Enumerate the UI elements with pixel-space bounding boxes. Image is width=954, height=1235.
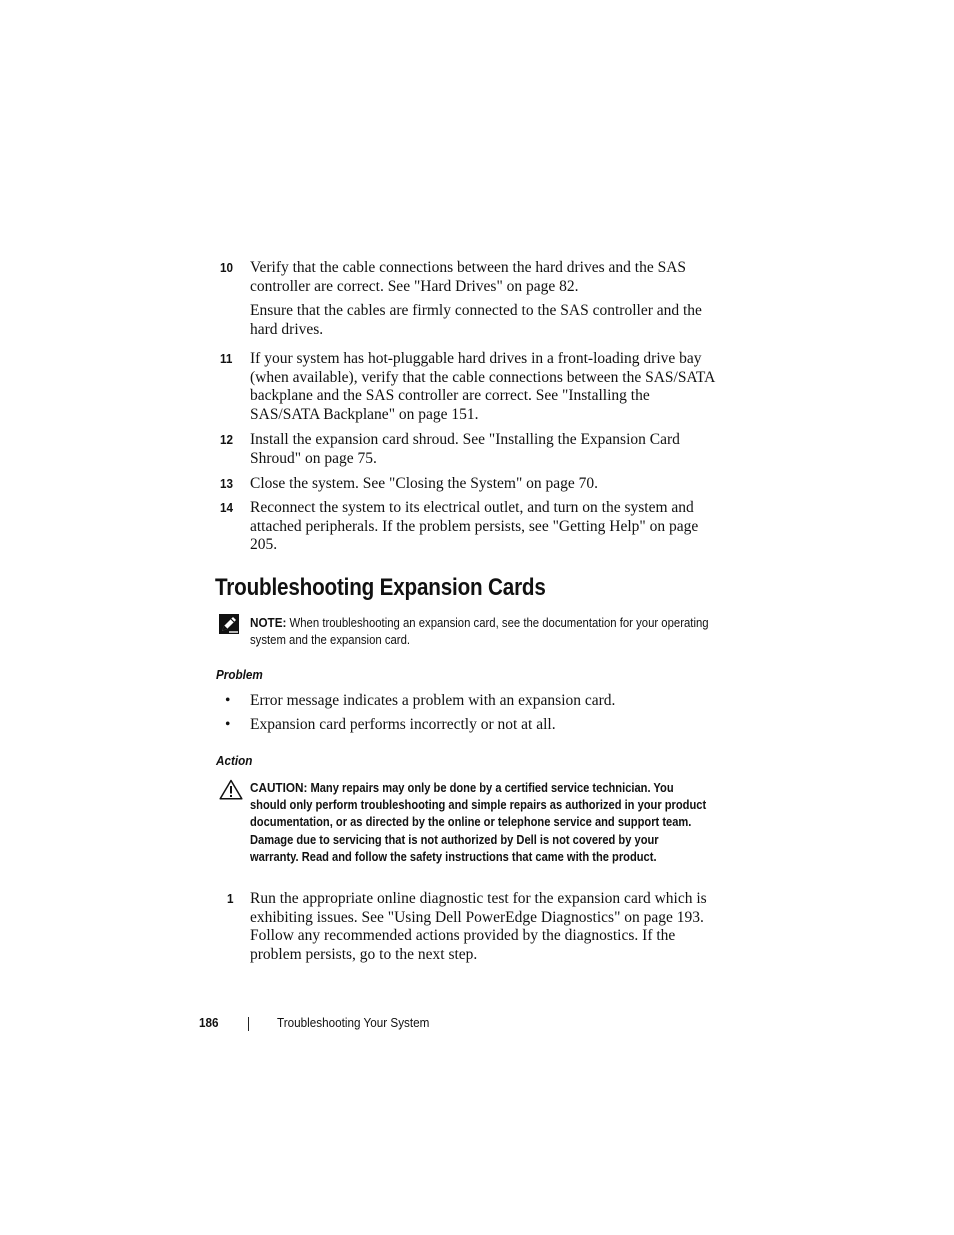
step-text: Ensure that the cables are firmly connected to the SAS controller and the hard drives. xyxy=(250,302,702,338)
bullet-text: Error message indicates a problem with an expansion card. xyxy=(250,692,616,709)
bullet-text: Expansion card performs incorrectly or not at all. xyxy=(250,716,556,733)
step-text: Close the system. See "Closing the System" on page 70. xyxy=(250,475,599,492)
note-label: NOTE: xyxy=(250,615,287,630)
action-subheading: Action xyxy=(216,753,253,768)
bullet-marker: • xyxy=(225,692,231,709)
footer-divider xyxy=(248,1017,249,1031)
note-text: When troubleshooting an expansion card, see the documentation for your operating system and the expansion card. xyxy=(250,616,709,647)
section-heading: Troubleshooting Expansion Cards xyxy=(215,574,546,601)
step-number: 11 xyxy=(220,351,233,366)
note-block xyxy=(250,614,718,649)
caution-text: Many repairs may only be done by a certified service technician. You should only perform troubleshooting and simple repairs as authorized in your product documentation, or as directed by the online or telephone service and support team. Damage due to servicing that is not authorized by Dell is not covered by your warranty. Read and follow the safety instructions that came with the product. xyxy=(250,781,707,864)
caution-label: CAUTION: xyxy=(250,780,308,795)
step-number: 12 xyxy=(220,432,234,447)
bullet-marker: • xyxy=(225,716,231,733)
step-text: Install the expansion card shroud. See "Installing the Expansion Card Shroud" on page 75. xyxy=(250,431,680,467)
page-number: 186 xyxy=(199,1015,219,1030)
step-number: 13 xyxy=(220,476,234,491)
step-number: 14 xyxy=(220,500,234,515)
note-pencil-icon xyxy=(218,613,240,635)
step-text: If your system has hot-pluggable hard drives in a front-loading drive bay (when available), verify that the cable connections between the SAS/SATA backplane and the SAS controller are correct. See "Installing the SAS/SATA Backplane" on page 151. xyxy=(250,350,715,423)
footer-section-title: Troubleshooting Your System xyxy=(277,1015,430,1030)
problem-subheading: Problem xyxy=(216,667,263,682)
step-text: Run the appropriate online diagnostic test for the expansion card which is exhibiting issues. See "Using Dell PowerEdge Diagnostics" on page 193. Follow any recommended actions provided by the diagnostics. If the problem persists, go to the next step. xyxy=(250,890,707,963)
caution-triangle-icon xyxy=(219,779,243,800)
step-text: Reconnect the system to its electrical outlet, and turn on the system and attached peripherals. If the problem persists, see "Getting Help" on page 205. xyxy=(250,499,699,554)
step-number: 1 xyxy=(227,891,234,906)
caution-block xyxy=(250,779,708,866)
step-text: Verify that the cable connections between the hard drives and the SAS controller are correct. See "Hard Drives" on page 82. xyxy=(250,259,687,295)
step-number: 10 xyxy=(220,260,234,275)
